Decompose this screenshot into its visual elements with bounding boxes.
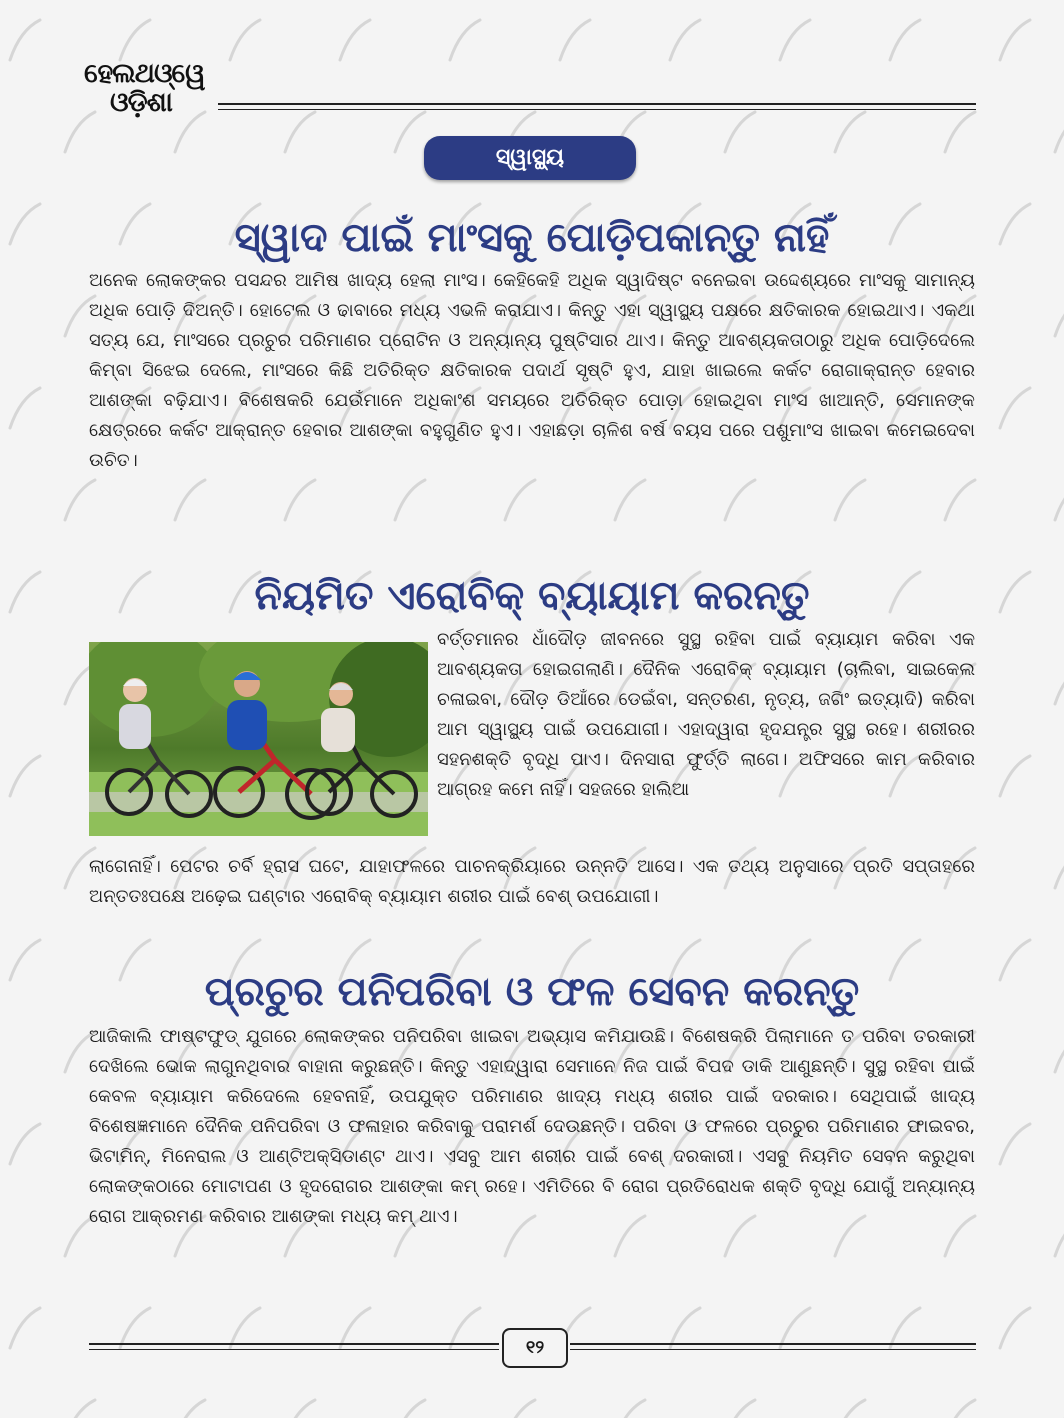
background-stroke (1000, 388, 1030, 428)
background-stroke (10, 20, 40, 60)
section-badge: ସ୍ୱାସ୍ଥ୍ୟ (424, 136, 636, 180)
background-stroke (10, 1308, 40, 1348)
background-stroke (1055, 848, 1064, 888)
background-stroke (230, 1308, 260, 1348)
background-stroke (340, 1308, 370, 1348)
background-stroke (945, 1400, 975, 1418)
footer-rule-right-thin (570, 1349, 976, 1350)
background-stroke (560, 20, 590, 60)
background-stroke (945, 112, 975, 152)
background-stroke (505, 1400, 535, 1418)
background-stroke (65, 1400, 95, 1418)
article-body-2-side: ବର୍ତ୍ତମାନର ଧାଁଦୌଡ଼ ଜୀବନରେ ସୁସ୍ଥ ରହିବା ପାଇଁ ବ୍ୟାୟାମ କରିବା ଏକ ଆବଶ୍ୟକତା ହୋଇଗଲାଣି। ଦୈନିକ ଏରୋବିକ୍ ବ୍ୟାୟାମ (ଚାଲିବା, ସାଇକେଲ ଚଳାଇବା, ଦୌଡ଼ ଡିଆଁରେ ଡେଇଁବା, ସନ୍ତରଣ, ନୃତ୍ୟ, ଜଗିଂ ଇତ୍ୟାଦି) କରିବା ଆମ ସ୍ୱାସ୍ଥ୍ୟ ପାଇଁ ଉପଯୋଗୀ। ଏହାଦ୍ୱାରା ହୃଦଯନ୍ତ୍ର ସୁସ୍ଥ ରହେ। ଶରୀରର ସହନଶକ୍ତି ବୃଦ୍ଧି ପାଏ। ଦିନସାରା ଫୁର୍ତ୍ତି ଲାଗେ। ଅଫିସରେ କାମ କରିବାର ଆଗ୍ରହ କମେ ନାହିଁ। ସହଜରେ ହାଲିଆ (437, 629, 975, 800)
header-rule-thin (218, 109, 976, 110)
background-stroke (725, 480, 755, 520)
footer-rule-left (89, 1343, 499, 1345)
background-stroke (780, 20, 810, 60)
background-stroke (120, 1308, 150, 1348)
background-stroke (395, 480, 425, 520)
masthead-line1: ହେଲଥଓ୍ୱେ (84, 58, 205, 89)
background-stroke (65, 480, 95, 520)
background-stroke (725, 1400, 755, 1418)
background-stroke (1000, 1124, 1030, 1164)
background-stroke (780, 1308, 810, 1348)
background-stroke (670, 1308, 700, 1348)
cycling-photo (89, 642, 428, 836)
background-stroke (10, 388, 40, 428)
background-stroke (65, 112, 95, 152)
background-stroke (450, 1308, 480, 1348)
background-stroke (1055, 296, 1064, 336)
article-title-1: ସ୍ୱାଦ ପାଇଁ ମାଂସକୁ ପୋଡ଼ିପକାନ୍ତୁ ନାହିଁ (234, 215, 830, 261)
background-stroke (835, 1400, 865, 1418)
background-stroke (395, 112, 425, 152)
background-stroke (285, 112, 315, 152)
background-stroke (395, 1400, 425, 1418)
background-stroke (1000, 756, 1030, 796)
background-stroke (175, 480, 205, 520)
footer-rule-left-thin (89, 1349, 499, 1350)
background-stroke (945, 480, 975, 520)
background-stroke (505, 480, 535, 520)
background-stroke (340, 20, 370, 60)
masthead-logo (84, 60, 204, 116)
background-stroke (230, 20, 260, 60)
article-title-2: ନିୟମିତ ଏରୋବିକ୍ ବ୍ୟାୟାମ କରନ୍ତୁ (254, 573, 810, 619)
background-stroke (890, 20, 920, 60)
background-stroke (285, 1400, 315, 1418)
background-stroke (1000, 20, 1030, 60)
header-rule (218, 103, 976, 105)
article-body-2-full: ଲାଗେନାହିଁ। ପେଟର ଚର୍ବି ହ୍ରାସ ଘଟେ, ଯାହାଫଳରେ ପାଚନକ୍ରିୟାରେ ଉନ୍ନତି ଆସେ। ଏକ ତଥ୍ୟ ଅନୁସାରେ ପ୍ରତି ସପ୍ତାହରେ ଅନ୍ତତଃପକ୍ଷେ ଅଢ଼େଇ ଘଣ୍ଟାର ଏରୋବିକ୍ ବ୍ୟାୟାମ ଶରୀର ପାଇଁ ବେଶ୍ ଉପଯୋଗୀ। (89, 856, 975, 907)
background-stroke (615, 480, 645, 520)
background-stroke (1055, 480, 1064, 520)
background-stroke (615, 1400, 645, 1418)
footer-rule-right (570, 1343, 976, 1345)
article-body-3: ଆଜିକାଲି ଫାଷ୍ଟଫୁଡ୍ ଯୁଗରେ ଲୋକଙ୍କର ପନିପରିବା ଖାଇବା ଅଭ୍ୟାସ କମିଯାଉଛି। ବିଶେଷକରି ପିଲାମାନେ ତ ପରିବା ତରକାରୀ ଦେଖିଲେ ଭୋକ ଲାଗୁନଥିବାର ବାହାନା କରୁଛନ୍ତି। କିନ୍ତୁ ଏହାଦ୍ୱାରା ସେମାନେ ନିଜ ପାଇଁ ବିପଦ ଡାକି ଆଣୁଛନ୍ତି। ସୁସ୍ଥ ରହିବା ପାଇଁ କେବଳ ବ୍ୟାୟାମ କରିଦେଲେ ହେବନାହିଁ, ଉପଯୁକ୍ତ ପରିମାଣର ଖାଦ୍ୟ ମଧ୍ୟ ଶରୀର ପାଇଁ ଦରକାର। ସେଥିପାଇଁ ଖାଦ୍ୟ ବିଶେଷଜ୍ଞମାନେ ଦୈନିକ ପନିପରିବା ଓ ଫଳାହାର କରିବାକୁ ପରାମର୍ଶ ଦେଉଛନ୍ତି। ପରିବା ଓ ଫଳରେ ପ୍ରଚୁର ପରିମାଣର ଫାଇବର, ଭିଟାମିନ୍, ମିନେରାଲ ଓ ଆଣ୍ଟିଅକ୍ସିଡାଣ୍ଟ ଥାଏ। ଏସବୁ ଆମ ଶରୀର ପାଇଁ ବେଶ୍ ଦରକାରୀ। ଏସବୁ ନିୟମିତ ସେବନ କରୁଥିବା ଲୋକଙ୍କଠାରେ ମୋଟାପଣ ଓ ହୃଦରୋଗର ଆଶଙ୍କା କମ୍ ରହେ। ଏମିତିରେ ବି ରୋଗ ପ୍ରତିରୋଧକ ଶକ୍ତି ବୃଦ୍ଧି ଯୋଗୁଁ ଅନ୍ୟାନ୍ୟ ରୋଗ ଆକ୍ରମଣ କରିବାର ଆଶଙ୍କା ମଧ୍ୟ କମ୍ ଥାଏ। (89, 1026, 975, 1227)
background-stroke (120, 20, 150, 60)
background-stroke (725, 112, 755, 152)
background-stroke (1000, 1308, 1030, 1348)
background-stroke (175, 112, 205, 152)
background-stroke (1055, 112, 1064, 152)
background-stroke (835, 480, 865, 520)
background-stroke (1055, 1400, 1064, 1418)
background-stroke (285, 480, 315, 520)
masthead-line2: ଓଡ଼ିଶା (110, 87, 172, 118)
background-stroke (10, 1124, 40, 1164)
background-stroke (1055, 664, 1064, 704)
background-stroke (835, 112, 865, 152)
background-stroke (1055, 1216, 1064, 1256)
article-title-3: ପ୍ରଚୁର ପନିପରିବା ଓ ଫଳ ସେବନ କରନ୍ତୁ (204, 969, 860, 1015)
background-stroke (890, 1308, 920, 1348)
background-stroke (670, 20, 700, 60)
article-body-1: ଅନେକ ଲୋକଙ୍କର ପସନ୍ଦର ଆମିଷ ଖାଦ୍ୟ ହେଲା ମାଂସ। କେହିକେହି ଅଧିକ ସ୍ୱାଦିଷ୍ଟ ବନେଇବା ଉଦ୍ଦେଶ୍ୟରେ ମାଂସକୁ ସାମାନ୍ୟ ଅଧିକ ପୋଡ଼ି ଦିଅନ୍ତି। ହୋଟେଲ ଓ ଢାବାରେ ମଧ୍ୟ ଏଭଳି କରାଯାଏ। କିନ୍ତୁ ଏହା ସ୍ୱାସ୍ଥ୍ୟ ପକ୍ଷରେ କ୍ଷତିକାରକ ହୋଇଥାଏ। ଏକଥା ସତ୍ୟ ଯେ, ମାଂସରେ ପ୍ରଚୁର ପରିମାଣର ପ୍ରୋଟିନ ଓ ଅନ୍ୟାନ୍ୟ ପୁଷ୍ଟିସାର ଥାଏ। କିନ୍ତୁ ଆବଶ୍ୟକତାଠାରୁ ଅଧିକ ପୋଡ଼ିଦେଲେ କିମ୍ବା ସିଝେଇ ଦେଲେ, ମାଂସରେ କିଛି ଅତିରିକ୍ତ କ୍ଷତିକାରକ ପଦାର୍ଥ ସୃଷ୍ଟି ହୁଏ, ଯାହା ଖାଇଲେ କର୍କଟ ରୋଗାକ୍ରାନ୍ତ ହେବାର ଆଶଙ୍କା ବଢ଼ିଯାଏ। ବିଶେଷକରି ଯେଉଁମାନେ ଅଧିକାଂଶ ସମୟରେ ଅତିରିକ୍ତ ପୋଡ଼ା ହୋଇଥିବା ମାଂସ ଖାଆନ୍ତି, ସେମାନଙ୍କ କ୍ଷେତ୍ରରେ କର୍କଟ ଆକ୍ରାନ୍ତ ହେବାର ଆଶଙ୍କା ବହୁଗୁଣିତ ହୁଏ। ଏହାଛଡ଼ା ଚାଳିଶ ବର୍ଷ ବୟସ ପରେ ପଶୁମାଂସ ଖାଇବା କମେଇଦେବା ଉଚିତ। (89, 270, 975, 471)
background-stroke (10, 756, 40, 796)
background-stroke (175, 1400, 205, 1418)
background-stroke (450, 20, 480, 60)
background-stroke (1055, 1032, 1064, 1072)
page-number: ୧୨ (502, 1328, 568, 1368)
